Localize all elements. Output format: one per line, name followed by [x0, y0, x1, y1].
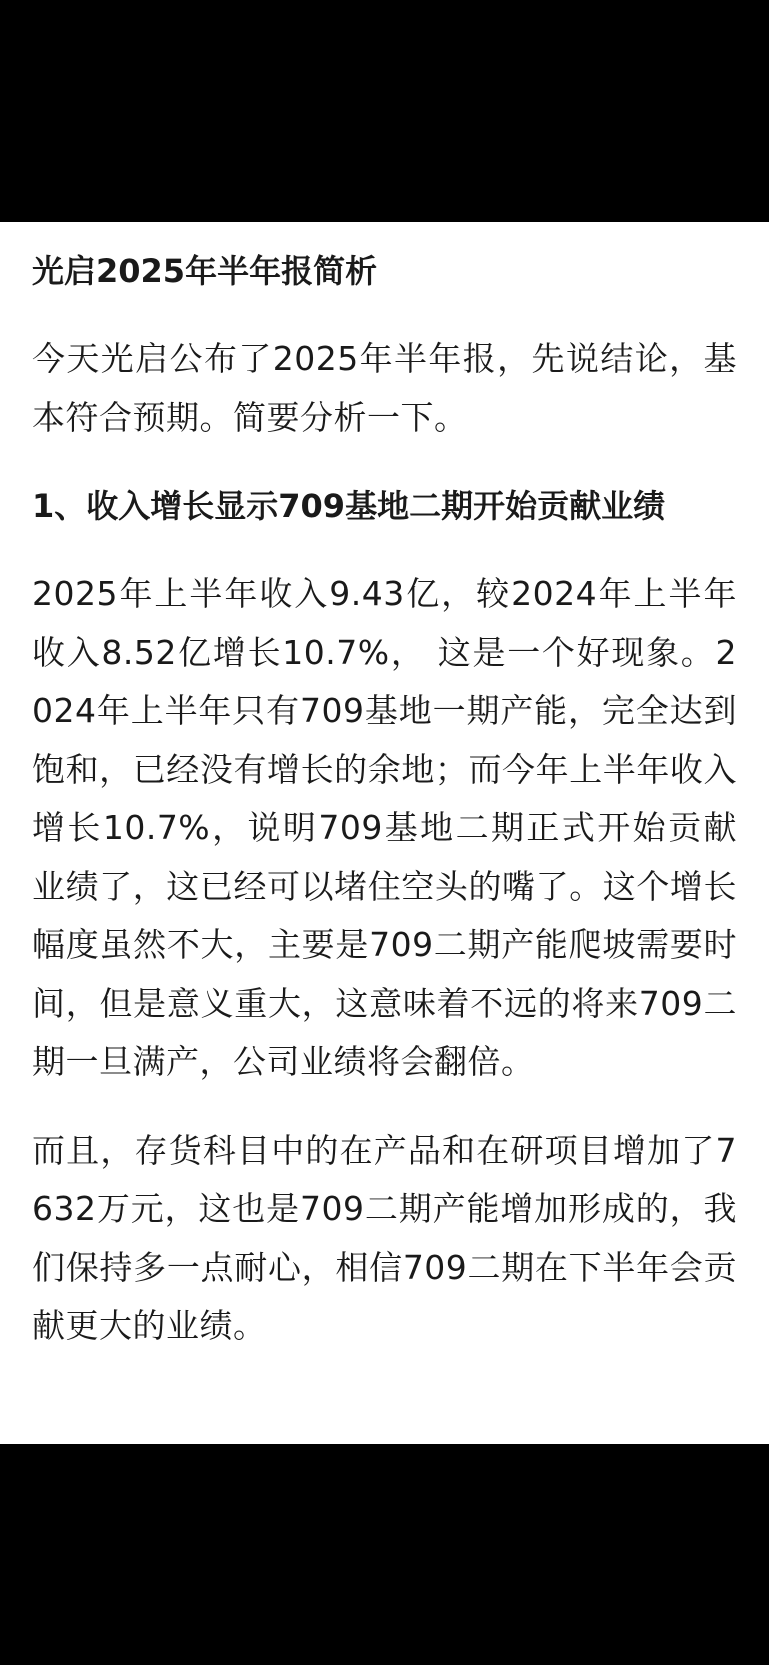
spacer [32, 300, 737, 330]
revenue-paragraph: 2025年上半年收入9.43亿，较2024年上半年收入8.52亿增长10.7%， 这是一个好现象。2024年上半年只有709基地一期产能，完全达到饱和，已经没有增长的余地；而今年上半年收入增长10.7%，说明709基地二期正式开始贡献业绩了，这已经可以堵住空头的嘴了。这个增长幅度虽然不大，主要是709二期产能爬坡需要时间，但是意义重大，这意味着不远的将来709二期一旦满产，公司业绩将会翻倍。 [32, 574, 737, 1081]
section-heading: 1、收入增长显示709基地二期开始贡献业绩 [32, 487, 666, 525]
article-title: 光启2025年半年报简析 [32, 252, 378, 290]
top-black-band [0, 0, 769, 222]
article-body [0, 222, 769, 1444]
bottom-black-band [0, 1444, 769, 1665]
spacer [32, 1092, 737, 1122]
spacer [32, 447, 737, 477]
spacer [32, 535, 737, 565]
intro-paragraph: 今天光启公布了2025年半年报，先说结论，基本符合预期。简要分析一下。 [32, 339, 737, 437]
inventory-paragraph: 而且，存货科目中的在产品和在研项目增加了7632万元，这也是709二期产能增加形成的，我们保持多一点耐心，相信709二期在下半年会贡献更大的业绩。 [32, 1130, 737, 1345]
